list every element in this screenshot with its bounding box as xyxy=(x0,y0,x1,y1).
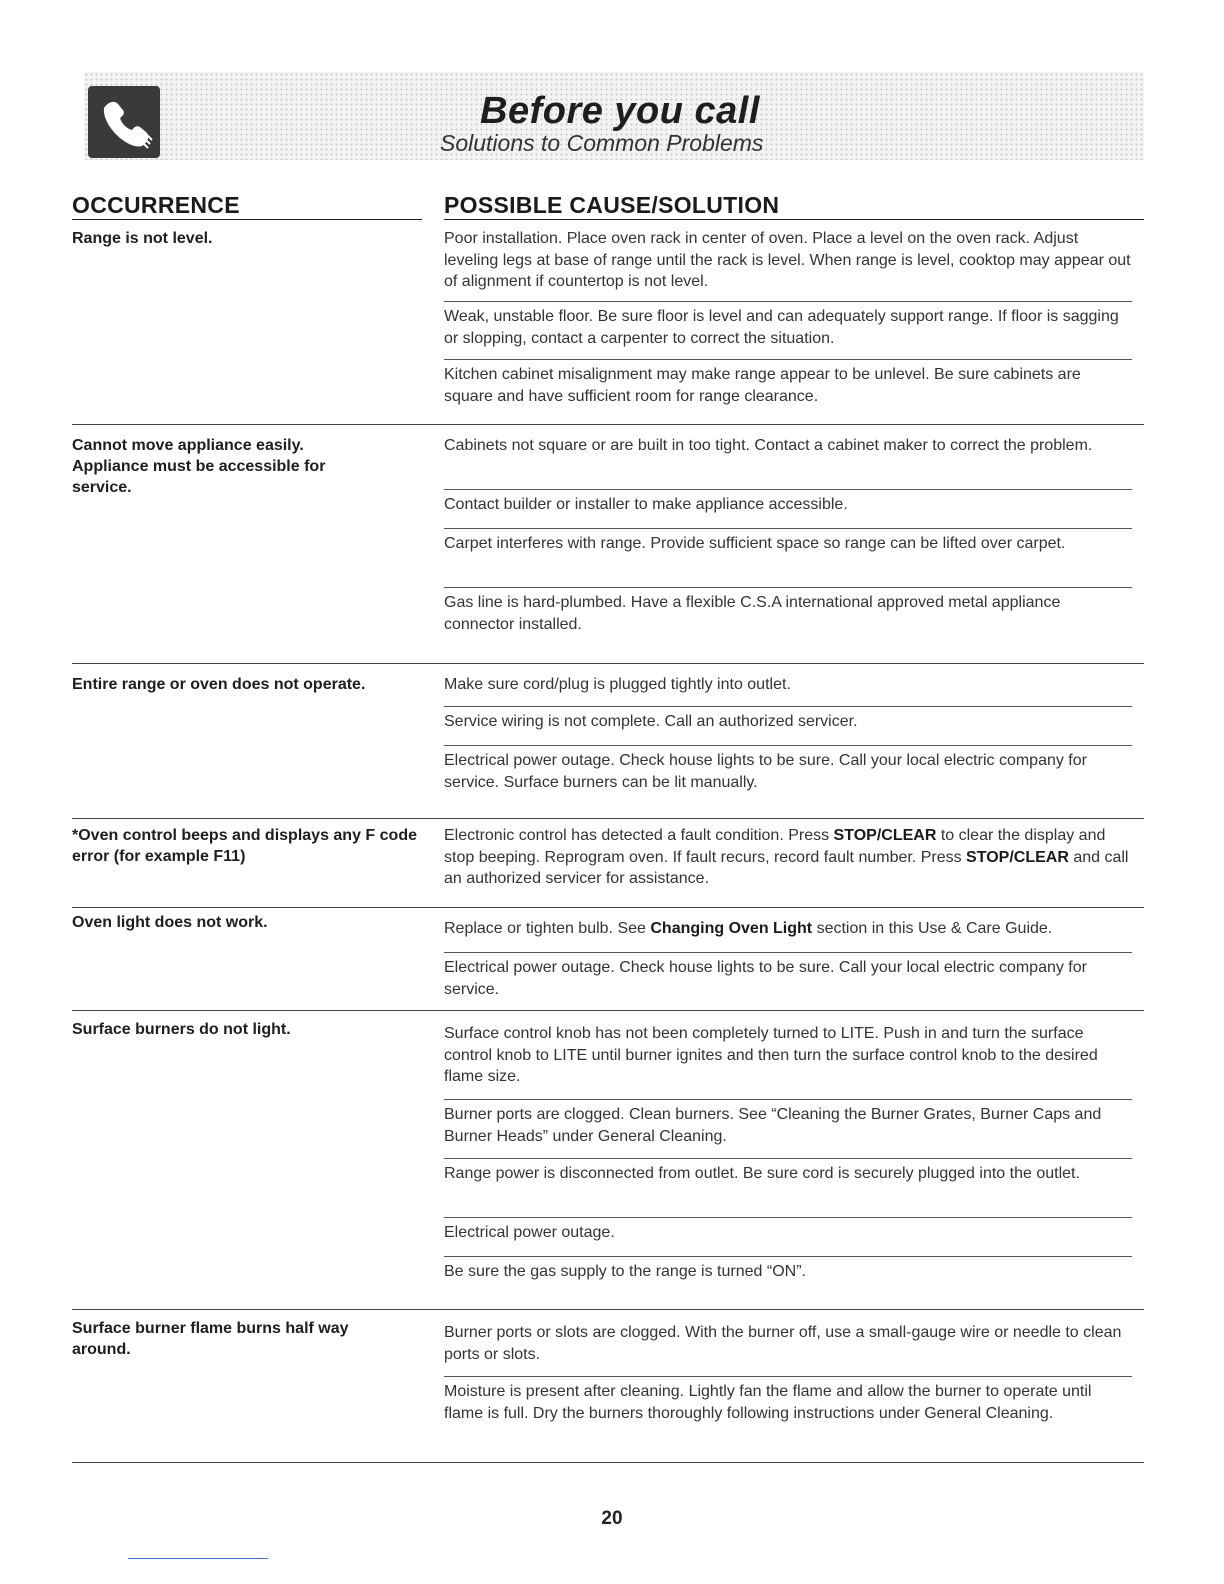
solution-item: Be sure the gas supply to the range is turned “ON”. xyxy=(444,1263,806,1280)
occurrence-cell: Cannot move appliance easily. Appliance must be accessible for service. xyxy=(72,437,326,496)
page-number: 20 xyxy=(601,1508,623,1529)
table-row xyxy=(72,819,1144,908)
solution-item: Burner ports or slots are clogged. With the burner off, use a small-gauge wire or needle to clean ports or slots. xyxy=(444,1310,1132,1377)
occurrence-cell: Surface burners do not light. xyxy=(72,1021,291,1038)
changing-oven-light-link-text: Changing Oven Light xyxy=(650,920,813,937)
occurrence-text: *Oven control beeps and displays any F code error (for example F11) xyxy=(72,827,417,865)
solution-item: Electronic control has detected a fault condition. Press STOP/CLEAR to clear the display and stop beeping. Reprogram oven. If fault recurs, record fault number. Press STOP/CLEAR and call an authorized servicer for assistance. xyxy=(444,827,1129,887)
page-subtitle: Solutions to Common Problems xyxy=(440,130,764,156)
solution-item: Gas line is hard-plumbed. Have a flexible C.S.A international approved metal appliance connector installed. xyxy=(444,594,1061,633)
solution-item: Service wiring is not complete. Call an authorized servicer. xyxy=(444,707,1132,746)
troubleshooting-table xyxy=(72,224,1144,1463)
occurrence-column-header: OCCURRENCE xyxy=(72,194,422,220)
solution-item: Moisture is present after cleaning. Lightly fan the flame and allow the burner to operate until flame is full. Dry the burners thoroughly following instructions under General Cleaning. xyxy=(444,1383,1092,1422)
solution-item: Electrical power outage. xyxy=(444,1218,1132,1257)
solution-item: Weak, unstable floor. Be sure floor is level and can adequately support range. If floor is sagging or slopping, contact a carpenter to correct the situation. xyxy=(444,302,1132,360)
cause-column-header: POSSIBLE CAUSE/SOLUTION xyxy=(444,194,1144,220)
solution-item: Replace or tighten bulb. See Changing Oven Light section in this Use & Care Guide. xyxy=(444,908,1132,953)
table-row xyxy=(72,1310,1144,1463)
stop-clear-key-label: STOP/CLEAR xyxy=(966,848,1069,866)
occurrence-cell: Surface burner flame burns half way around. xyxy=(72,1320,349,1358)
solution-item: Carpet interferes with range. Provide sufficient space so range can be lifted over carpet. xyxy=(444,529,1132,588)
table-row xyxy=(72,224,1144,425)
solution-item: Electrical power outage. Check house lights to be sure. Call your local electric company for service. Surface burners can be lit manually. xyxy=(444,752,1087,791)
solution-item: Poor installation. Place oven rack in center of oven. Place a level on the oven rack. Adjust leveling legs at base of range until the rack is level. When range is level, cooktop may appear out of alignment if countertop is not level. xyxy=(444,224,1132,302)
occurrence-cell: Entire range or oven does not operate. xyxy=(72,676,366,693)
table-row xyxy=(72,664,1144,819)
table-row xyxy=(72,908,1144,1011)
occurrence-cell: Range is not level. xyxy=(72,230,213,247)
solution-item: Surface control knob has not been completely turned to LITE. Push in and turn the surface control knob to LITE until burner ignites and then turn the surface control knob to the desired flame size. xyxy=(444,1011,1132,1100)
solution-item: Range power is disconnected from outlet. Be sure cord is securely plugged into the outlet. xyxy=(444,1159,1132,1218)
table-row xyxy=(72,425,1144,664)
occurrence-cell xyxy=(72,819,444,907)
table-row xyxy=(72,1011,1144,1310)
stop-clear-key-label: STOP/CLEAR xyxy=(833,827,937,844)
page-title: Before you call xyxy=(480,90,760,132)
occurrence-cell: Oven light does not work. xyxy=(72,914,268,931)
footer-rule xyxy=(128,1558,268,1559)
solution-item: Make sure cord/plug is plugged tightly into outlet. xyxy=(444,664,1132,707)
solution-item: Cabinets not square or are built in too tight. Contact a cabinet maker to correct the problem. xyxy=(444,425,1132,490)
phone-icon xyxy=(88,86,160,158)
solution-item: Contact builder or installer to make appliance accessible. xyxy=(444,490,1132,529)
solution-item: Electrical power outage. Check house lights to be sure. Call your local electric company for service. xyxy=(444,959,1087,998)
solution-item: Burner ports are clogged. Clean burners. See “Cleaning the Burner Grates, Burner Caps and Burner Heads” under General Cleaning. xyxy=(444,1100,1132,1159)
solution-item: Kitchen cabinet misalignment may make range appear to be unlevel. Be sure cabinets are square and have sufficient room for range clearance. xyxy=(444,366,1081,405)
